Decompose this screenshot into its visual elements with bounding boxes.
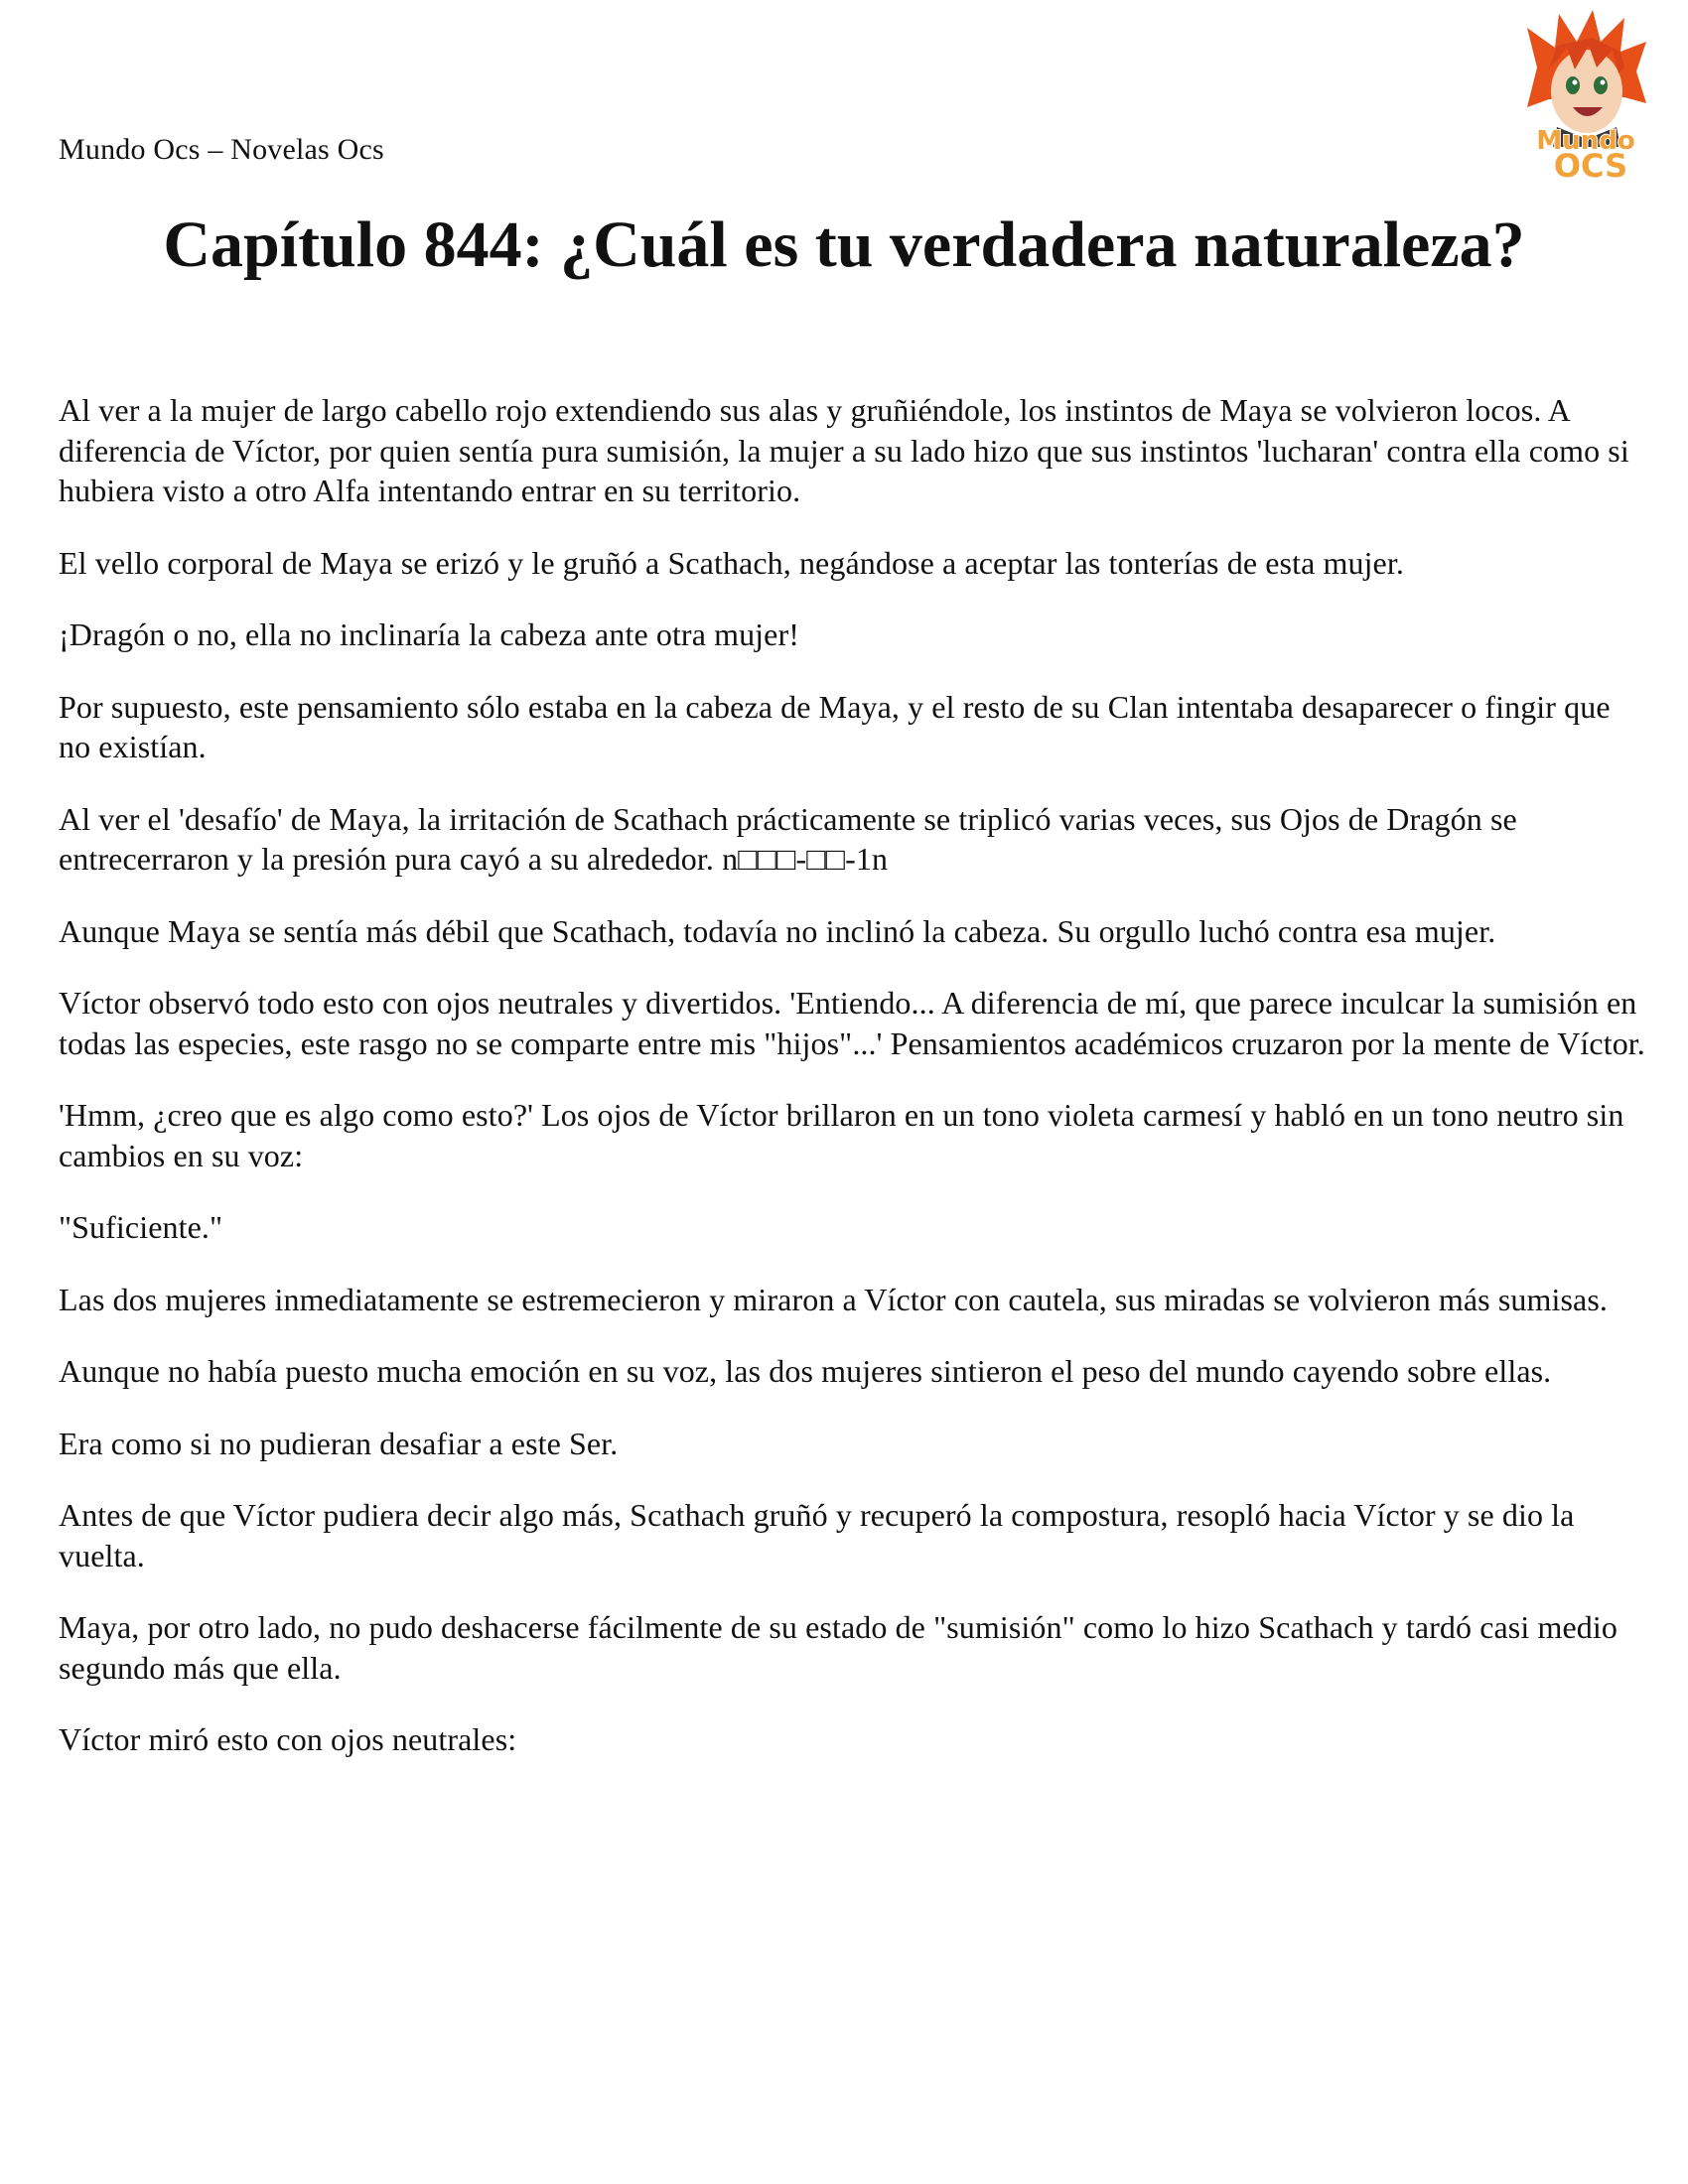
paragraph: El vello corporal de Maya se erizó y le gruñó a Scathach, negándose a aceptar las tonterías de esta mujer. [59,544,1404,581]
paragraph: ¡Dragón o no, ella no inclinaría la cabeza ante otra mujer! [59,616,799,652]
site-name: Mundo Ocs – Novelas Ocs [59,133,384,166]
paragraph: Las dos mujeres inmediatamente se estremecieron y miraron a Víctor con cautela, sus miradas se volvieron más sumisas. [59,1281,1608,1317]
paragraph: Al ver a la mujer de largo cabello rojo extendiendo sus alas y gruñiéndole, los instintos de Maya se volvieron locos. A diferencia de Víctor, por quien sentía pura sumisión, la mujer a su lado hizo que sus instintos 'lucharan' contra ella como si hubiera visto a otro Alfa intentando entrar en su territorio. [59,392,1629,508]
paragraph: "Suficiente." [59,1209,223,1245]
paragraph: Aunque Maya se sentía más débil que Scathach, todavía no inclinó la cabeza. Su orgullo luchó contra esa mujer. [59,912,1496,949]
paragraph: Víctor observó todo esto con ojos neutrales y divertidos. 'Entiendo... A diferencia de mí, que parece inculcar la sumisión en todas las especies, este rasgo no se comparte entre mis "hijos"...' Pensamientos académicos cruzaron por la mente de Víctor. [59,985,1645,1061]
paragraph: Maya, por otro lado, no pudo deshacerse fácilmente de su estado de "sumisión" como lo hizo Scathach y tardó casi medio segundo más que ella. [59,1609,1618,1686]
chapter-body [59,390,1647,1792]
paragraph: Por supuesto, este pensamiento sólo estaba en la cabeza de Maya, y el resto de su Clan intentaba desaparecer o fingir que no existían. [59,688,1611,764]
paragraph: 'Hmm, ¿creo que es algo como esto?' Los ojos de Víctor brillaron en un tono violeta carmesí y habló en un tono neutro sin cambios en su voz: [59,1097,1624,1173]
paragraph: Víctor miró esto con ojos neutrales: [59,1721,517,1757]
paragraph: Era como si no pudieran desafiar a este Ser. [59,1425,619,1461]
logo-text-line1: Mundo [1536,126,1635,156]
paragraph: Antes de que Víctor pudiera decir algo más, Scathach gruñó y recuperó la compostura, resopló hacia Víctor y se dio la vuelta. [59,1497,1575,1573]
logo-text-line2: OCS [1553,147,1628,183]
chapter-title: Capítulo 844: ¿Cuál es tu verdadera naturaleza? [163,208,1525,281]
paragraph: Aunque no había puesto mucha emoción en su voz, las dos mujeres sintieron el peso del mundo cayendo sobre ellas. [59,1353,1552,1389]
paragraph: Al ver el 'desafío' de Maya, la irritación de Scathach prácticamente se triplicó varias veces, sus Ojos de Dragón se entrecerraron y la presión pura cayó a su alrededor. n□□□-□□-1n [59,800,1517,877]
mundo-ocs-logo [1497,8,1674,183]
